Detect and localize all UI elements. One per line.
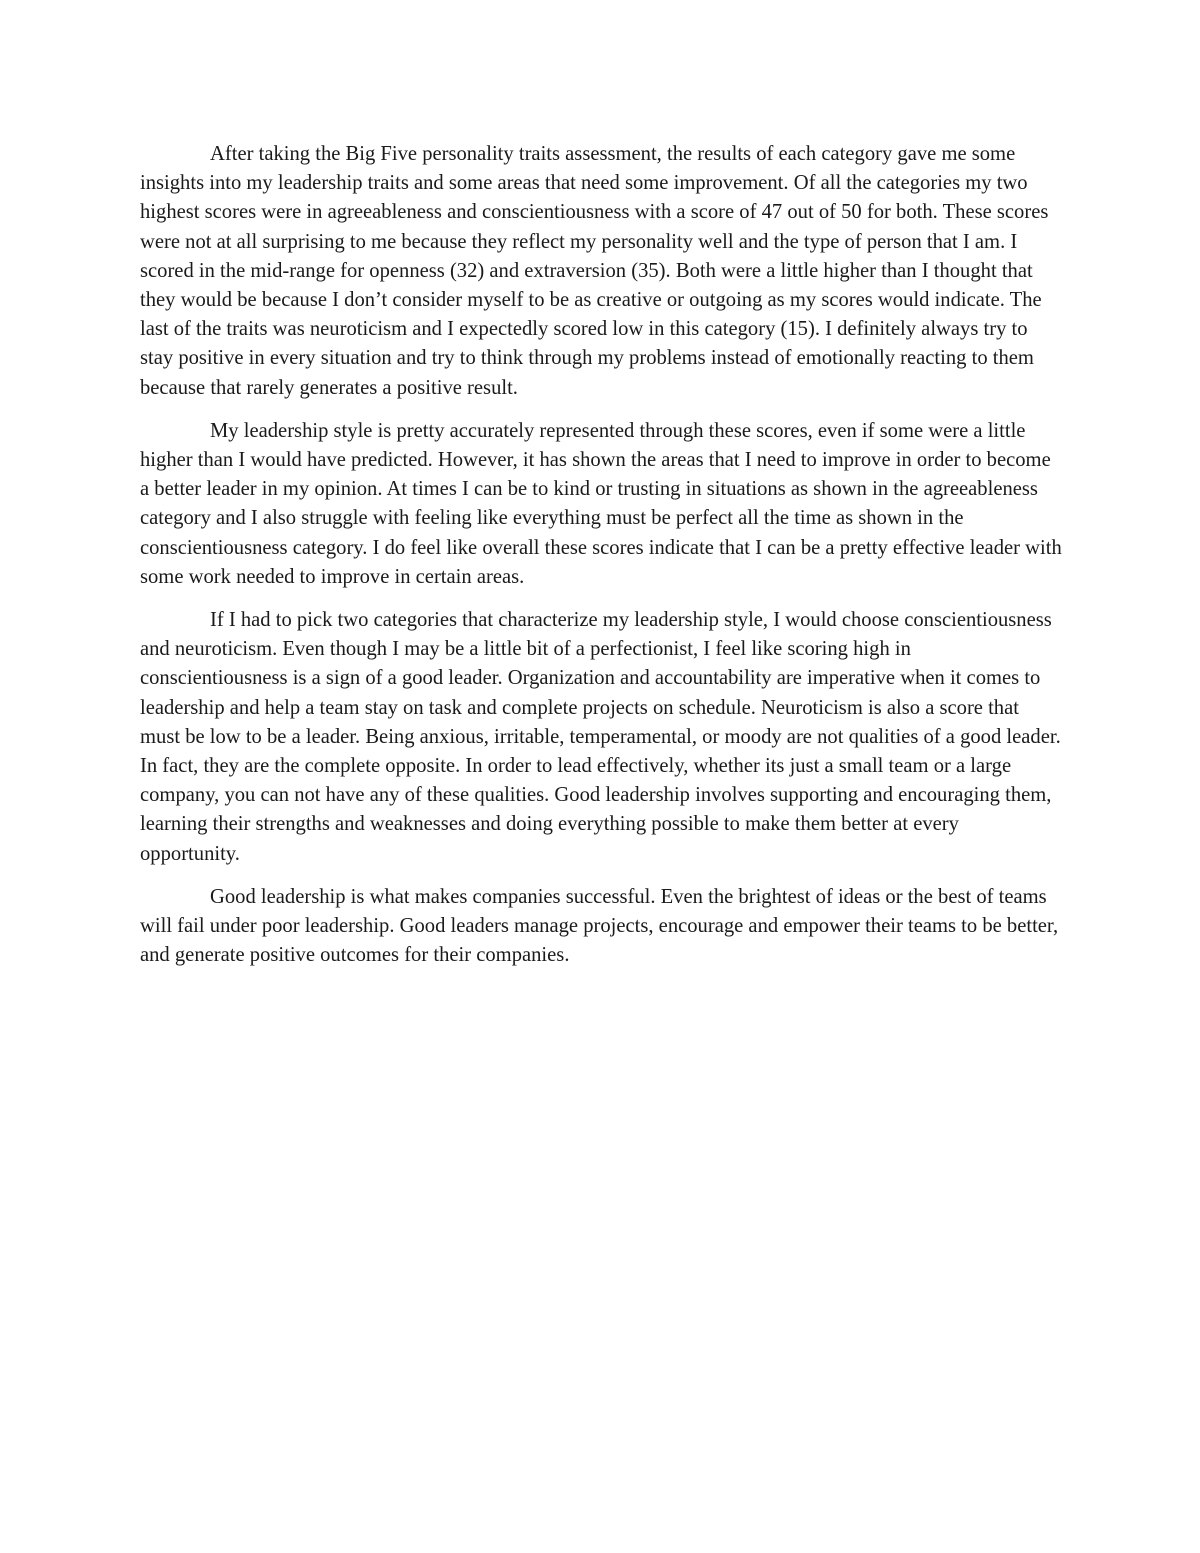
paragraph-3: If I had to pick two categories that characterize my leadership style, I would choose conscientiousness and neuroticism. Even though I may be a little bit of a perfectionist, I feel like scoring high in conscientiousness is a sign of a good leader. Organization and accountability are imperative when it comes to leadership and help a team stay on task and complete projects on schedule. Neuroticism is also a score that must be low to be a leader. Being anxious, irritable, temperamental, or moody are not qualities of a good leader. In fact, they are the complete opposite. In order to lead effectively, whether its just a small team or a large company, you can not have any of these qualities. Good leadership involves supporting and encouraging them, learning their strengths and weaknesses and doing everything possible to make them better at every opportunity. [140,609,1061,865]
paragraph-1: After taking the Big Five personality traits assessment, the results of each category gave me some insights into my leadership traits and some areas that need some improvement. Of all the categories my two highest scores were in agreeableness and conscientiousness with a score of 47 out of 50 for both. These scores were not at all surprising to me because they reflect my personality well and the type of person that I am. I scored in the mid-range for openness (32) and extraversion (35). Both were a little higher than I thought that they would be because I don’t consider myself to be as creative or outgoing as my scores would indicate. The last of the traits was neuroticism and I expectedly scored low in this category (15). I definitely always try to stay positive in every situation and try to think through my problems instead of emotionally reacting to them because that rarely generates a positive result. [140,143,1049,399]
paragraph-4: Good leadership is what makes companies successful. Even the brightest of ideas or the best of teams will fail under poor leadership. Good leaders manage projects, encourage and empower their teams to be better, and generate positive outcomes for their companies. [140,885,1059,967]
paragraph-2: My leadership style is pretty accurately represented through these scores, even if some were a little higher than I would have predicted. However, it has shown the areas that I need to improve in order to become a better leader in my opinion. At times I can be to kind or trusting in situations as shown in the agreeableness category and I also struggle with feeling like everything must be perfect all the time as shown in the conscientiousness category. I do feel like overall these scores indicate that I can be a pretty effective leader with some work needed to improve in certain areas. [140,419,1062,588]
document-body [140,140,1062,984]
